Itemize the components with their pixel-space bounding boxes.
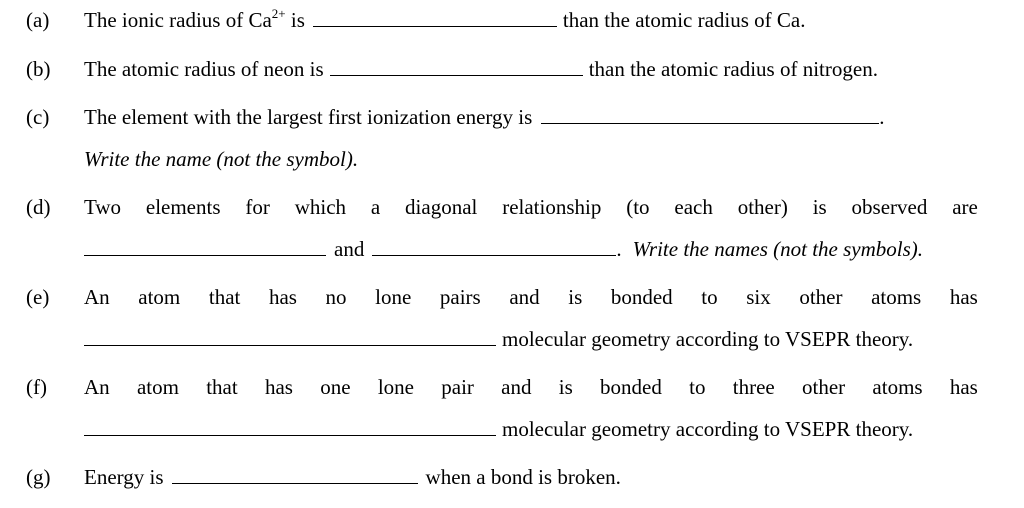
question-label: (g) — [26, 465, 51, 489]
question-text-end: . — [879, 105, 885, 129]
question-text: Energy is — [84, 465, 164, 489]
question-text-end: . — [616, 237, 622, 261]
conjunction-text: and — [334, 237, 365, 261]
question-text-end: than the atomic radius of Ca. — [562, 8, 806, 32]
question-text-end: molecular geometry according to VSEPR theory. — [502, 417, 914, 441]
instruction-note: Write the names (not the symbols). — [632, 237, 924, 261]
question-label: (a) — [26, 8, 50, 32]
question-text-end: when a bond is broken. — [425, 465, 621, 489]
answer-blank[interactable] — [84, 327, 496, 346]
answer-blank[interactable] — [313, 8, 557, 27]
question-label: (c) — [26, 105, 50, 129]
charge-superscript: 2+ — [271, 6, 286, 21]
answer-blank-second[interactable] — [372, 237, 616, 256]
question-text: An atom that has no lone pairs and is bonded to six other atoms has — [84, 285, 978, 309]
question-text: The ionic radius of $Ca^{2+}$ is — [84, 6, 305, 32]
question-label: (f) — [26, 375, 47, 399]
answer-blank[interactable] — [330, 57, 583, 76]
question-text-end: molecular geometry according to VSEPR theory. — [502, 327, 914, 351]
answer-blank[interactable] — [541, 105, 879, 124]
answer-blank-first[interactable] — [84, 237, 326, 256]
question-label: (b) — [26, 57, 51, 81]
question-label: (d) — [26, 195, 51, 219]
question-text: The element with the largest first ionization energy is — [84, 105, 533, 129]
question-text: Two elements for which a diagonal relationship (to each other) is observed are — [84, 195, 978, 219]
answer-blank[interactable] — [84, 417, 496, 436]
question-text: An atom that has one lone pair and is bonded to three other atoms has — [84, 375, 978, 399]
answer-blank[interactable] — [172, 465, 418, 484]
instruction-note: Write the name (not the symbol). — [84, 147, 359, 171]
question-text: The atomic radius of neon is — [84, 57, 324, 81]
question-text-end: than the atomic radius of nitrogen. — [588, 57, 878, 81]
question-label: (e) — [26, 285, 50, 309]
